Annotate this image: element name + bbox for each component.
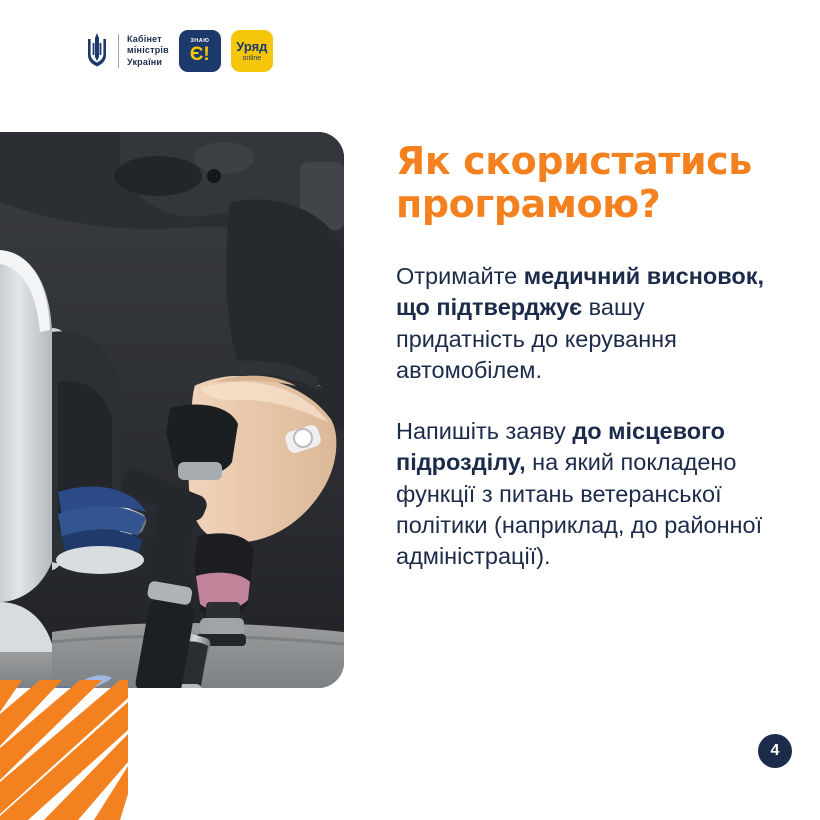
paragraph-medical-conclusion [396,261,778,386]
diia-logo-big-text: Є! [189,44,210,65]
text-column [396,140,778,602]
cabinet-of-ministers-label [118,34,169,68]
paragraph2-text2: на який покладено функції з питань ветеранської політики (наприклад, до районної адміністрації). [396,449,763,570]
page-title: Як скористатись програмою? [396,139,752,226]
cabinet-label-line1: Кабінет [127,34,162,45]
paragraph1-bold1: медичний висновок, що підтверджує [396,263,765,321]
paragraph2-bold1: до місцевого підрозділу, [396,418,725,476]
paragraph-application-to-local-unit [396,416,778,572]
ukraine-trident-icon [86,31,108,71]
photo-person-with-prosthetic-leg-entering-car [0,132,344,688]
diia-logo-small-text: ЗНАЮ [190,38,210,44]
page-number-badge: 4 [758,734,792,768]
paragraph2-text1: Напишіть заяву [396,418,573,445]
gov-logo-small-text: online [242,55,262,62]
gov-logo-big-text: Уряд [236,39,268,54]
diia-logo [179,30,221,72]
header-logos [86,30,273,72]
cabinet-label-line3: України [127,56,163,67]
gov-online-logo [231,30,273,72]
paragraph1-text1: Отримайте [396,263,524,290]
orange-stripes-decoration [0,668,128,820]
paragraph1-text2: вашу придатність до керування автомобілем. [396,294,677,383]
cabinet-label-line2: міністрів [127,45,169,56]
